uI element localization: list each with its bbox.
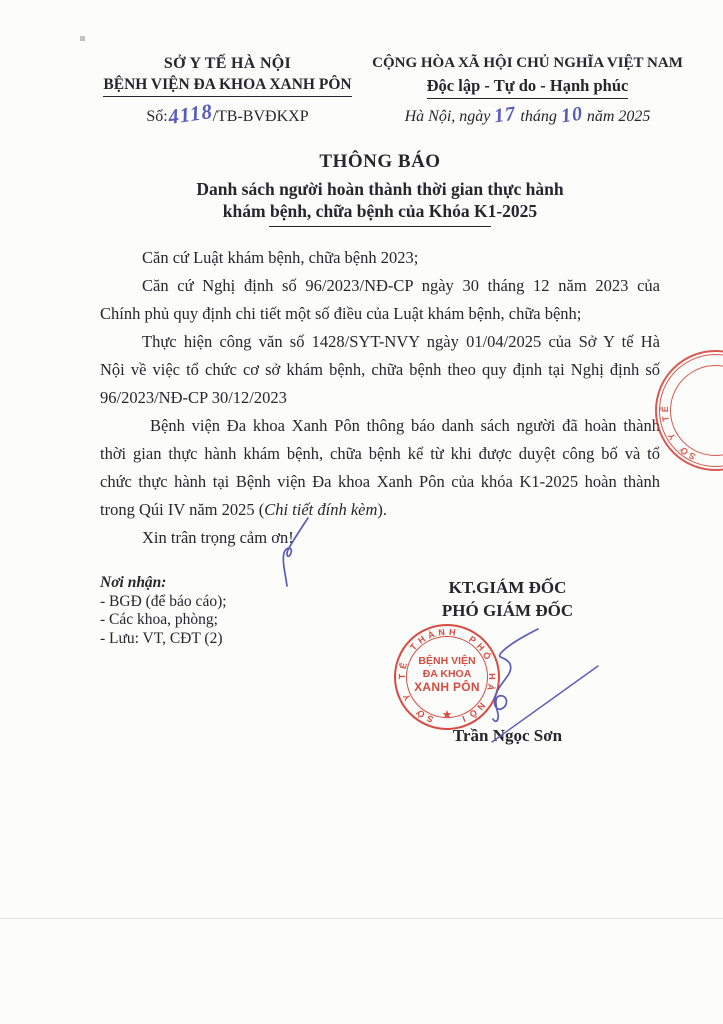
scan-speck [80, 36, 85, 41]
recipients-heading: Nơi nhận: [100, 574, 167, 591]
document-number-handwritten: 4118 [166, 98, 215, 130]
document-number-suffix: /TB-BVĐKXP [212, 108, 309, 125]
date-day-handwritten: 17 [492, 102, 518, 128]
document-subtitle-line2: khám bệnh, chữa bệnh của Khóa K1-2025 [222, 201, 538, 221]
document-number-label: Số: [146, 108, 168, 125]
body-line: Căn cứ Luật khám bệnh, chữa bệnh 2023; [142, 248, 419, 267]
attachment-post: ). [377, 500, 388, 519]
body-line: Bệnh viện Đa khoa Xanh Pôn thông báo danh sách người đã hoàn thành [150, 416, 660, 435]
scan-line-artifact [0, 918, 723, 919]
attachment-pre: trong Qúi IV năm 2025 ( [100, 500, 265, 519]
stamp-center-line1: BỆNH VIỆN [418, 655, 476, 667]
document-subtitle-line1: Danh sách người hoàn thành thời gian thực hành [196, 179, 564, 199]
body-text [100, 244, 660, 552]
signature-flourish-stroke [493, 629, 538, 721]
stamp-star-icon: ★ [441, 707, 453, 722]
national-title: CỘNG HÒA XÃ HỘI CHỦ NGHĨA VIỆT NAM [372, 55, 683, 71]
document-title: THÔNG BÁO [319, 151, 441, 172]
recipients-block [100, 574, 227, 648]
body-line-attachment [100, 496, 660, 524]
pen-mark-stroke [283, 518, 308, 586]
date-middle: tháng [520, 108, 557, 125]
national-header-block [355, 55, 700, 126]
signature-ink [430, 598, 670, 763]
hospital-name: BỆNH VIỆN ĐA KHOA XANH PÔN [103, 76, 351, 97]
signer-title-line2: PHÓ GIÁM ĐỐC [441, 601, 574, 620]
hospital-stamp: S Ở Y T Ế T H À N H P H Ố H À N Ộ I BỆNH VIỆN ĐA KHOA XANH PÔN ★ [394, 624, 500, 730]
place-date-line [355, 102, 700, 128]
subtitle-underline [269, 226, 491, 227]
signature-slash-stroke [492, 666, 598, 742]
title-block [100, 151, 660, 227]
recipient-item: - Các khoa, phòng; [100, 611, 218, 628]
national-motto: Độc lập - Tự do - Hạnh phúc [427, 76, 629, 99]
closing-thanks: Xin trân trọng cảm ơn! [142, 528, 294, 547]
edge-stamp-partial: S Ở Y T Ế [655, 350, 723, 471]
issuer-block [85, 55, 370, 130]
body-line: thời gian thực hành khám bệnh, chữa bệnh kể từ khi được duyệt công bố và tổ [100, 444, 660, 463]
date-suffix: năm 2025 [586, 108, 651, 125]
date-month-handwritten: 10 [559, 102, 585, 128]
department-name: SỞ Y TẾ HÀ NỘI [163, 55, 292, 72]
body-line: 96/2023/NĐ-CP 30/12/2023 [100, 388, 287, 407]
document-number [85, 98, 370, 130]
stamp-center-line3: XANH PÔN [414, 680, 480, 694]
recipient-item: - BGĐ (để báo cáo); [100, 592, 227, 610]
attachment-note: Chi tiết đính kèm [264, 500, 378, 519]
body-line: Chính phủ quy định chi tiết một số điều của Luật khám bệnh, chữa bệnh; [100, 304, 582, 323]
pen-mark-ink [256, 504, 320, 590]
signer-name: Trần Ngọc Sơn [452, 726, 563, 745]
body-line: chức thực hành tại Bệnh viện Đa khoa Xanh Pôn của khóa K1-2025 hoàn thành [100, 472, 660, 491]
body-line: Thực hiện công văn số 1428/SYT-NVY ngày 01/04/2025 của Sở Y tế Hà [142, 332, 660, 351]
signer-title-line1: KT.GIÁM ĐỐC [448, 578, 567, 597]
recipient-item: - Lưu: VT, CĐT (2) [100, 629, 223, 647]
body-line: Nội về việc tổ chức cơ sở khám bệnh, chữa bệnh theo quy định tại Nghị định số [100, 360, 660, 379]
date-prefix: Hà Nội, ngày [404, 108, 491, 125]
stamp-center-line2: ĐA KHOA [422, 668, 472, 680]
body-line: Căn cứ Nghị định số 96/2023/NĐ-CP ngày 30 tháng 12 năm 2023 của [142, 276, 660, 295]
